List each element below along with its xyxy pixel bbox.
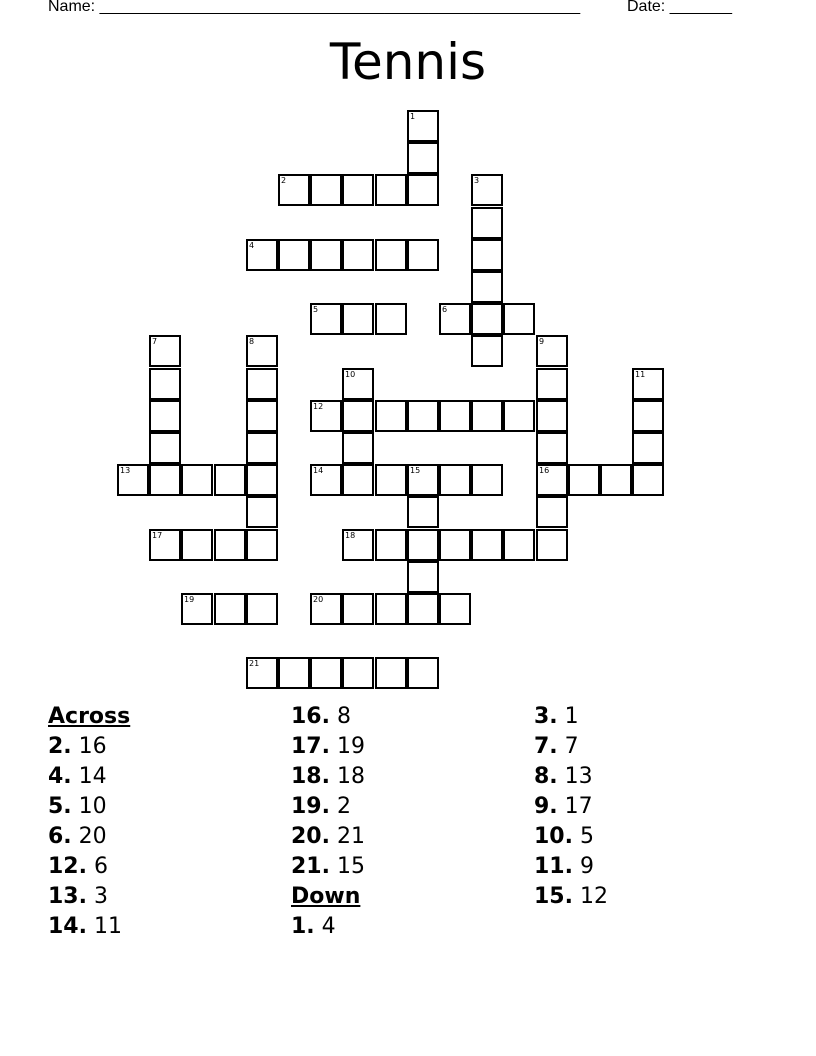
clue-number: 12.	[48, 854, 87, 879]
clue-number: 2.	[48, 734, 72, 759]
clue-item	[48, 852, 130, 882]
grid-cell[interactable]	[536, 529, 568, 561]
cell-number: 20	[313, 595, 324, 604]
name-label: Name:	[48, 0, 96, 15]
cell-number: 17	[152, 531, 163, 540]
clue-number: 19.	[291, 794, 330, 819]
clue-heading	[48, 702, 130, 732]
cell-number: 16	[539, 466, 550, 475]
cell-number: 13	[120, 466, 131, 475]
clue-text: 17	[557, 794, 593, 819]
grid-cell[interactable]	[214, 464, 246, 496]
cell-number: 12	[313, 402, 324, 411]
grid-cell[interactable]	[407, 529, 439, 561]
grid-cell[interactable]	[503, 529, 535, 561]
grid-cell[interactable]	[342, 303, 374, 335]
grid-cell[interactable]	[181, 529, 213, 561]
clue-item	[48, 912, 130, 942]
grid-cell[interactable]	[375, 174, 407, 206]
grid-cell[interactable]	[471, 464, 503, 496]
grid-cell[interactable]	[310, 400, 342, 432]
clue-item	[534, 852, 608, 882]
grid-cell[interactable]	[149, 529, 181, 561]
grid-cell[interactable]	[471, 529, 503, 561]
grid-cell[interactable]	[439, 593, 471, 625]
cell-number: 10	[345, 370, 356, 379]
cell-number: 11	[635, 370, 646, 379]
clue-text: 16	[71, 734, 107, 759]
grid-cell[interactable]	[536, 464, 568, 496]
grid-cell[interactable]	[471, 174, 503, 206]
clue-number: 11.	[534, 854, 573, 879]
grid-cell[interactable]	[117, 464, 149, 496]
grid-cell[interactable]	[471, 271, 503, 303]
clue-column-1	[48, 702, 130, 942]
clue-item	[534, 702, 608, 732]
grid-cell[interactable]	[149, 432, 181, 464]
clue-text: 4	[314, 914, 336, 939]
clue-text: 9	[572, 854, 594, 879]
cell-number: 19	[184, 595, 195, 604]
grid-cell[interactable]	[375, 239, 407, 271]
grid-cell[interactable]	[181, 593, 213, 625]
clue-item	[291, 822, 365, 852]
grid-cell[interactable]	[149, 400, 181, 432]
clue-number: 21.	[291, 854, 330, 879]
grid-cell[interactable]	[375, 593, 407, 625]
grid-cell[interactable]	[278, 657, 310, 689]
cell-number: 21	[249, 659, 260, 668]
grid-cell[interactable]	[278, 239, 310, 271]
grid-cell[interactable]	[407, 239, 439, 271]
clue-number: 13.	[48, 884, 87, 909]
grid-cell[interactable]	[407, 464, 439, 496]
grid-cell[interactable]	[342, 529, 374, 561]
grid-cell[interactable]	[214, 529, 246, 561]
grid-cell[interactable]	[246, 335, 278, 367]
grid-cell[interactable]	[471, 207, 503, 239]
grid-cell[interactable]	[375, 303, 407, 335]
clue-text: 12	[572, 884, 608, 909]
grid-cell[interactable]	[407, 400, 439, 432]
clue-item	[534, 792, 608, 822]
grid-cell[interactable]	[342, 174, 374, 206]
date-blank[interactable]: _______	[669, 0, 732, 15]
clue-item	[48, 762, 130, 792]
clue-text: 11	[86, 914, 122, 939]
clue-text: 18	[329, 764, 365, 789]
clue-number: 8.	[534, 764, 558, 789]
clue-column-2	[291, 702, 365, 942]
grid-cell[interactable]	[536, 368, 568, 400]
grid-cell[interactable]	[471, 303, 503, 335]
cell-number: 3	[474, 176, 480, 185]
grid-cell[interactable]	[536, 400, 568, 432]
grid-cell[interactable]	[536, 432, 568, 464]
grid-cell[interactable]	[181, 464, 213, 496]
grid-cell[interactable]	[278, 174, 310, 206]
clue-text: 8	[329, 704, 351, 729]
clue-heading-text: Across	[48, 704, 131, 729]
cell-number: 4	[249, 241, 255, 250]
clue-number: 4.	[48, 764, 72, 789]
clue-number: 9.	[534, 794, 558, 819]
grid-cell[interactable]	[407, 174, 439, 206]
grid-cell[interactable]	[407, 110, 439, 142]
cell-number: 2	[281, 176, 287, 185]
cell-number: 9	[539, 337, 545, 346]
grid-cell[interactable]	[407, 561, 439, 593]
clue-number: 6.	[48, 824, 72, 849]
clue-number: 5.	[48, 794, 72, 819]
grid-cell[interactable]	[375, 657, 407, 689]
grid-cell[interactable]	[536, 496, 568, 528]
clue-text: 3	[86, 884, 108, 909]
grid-cell[interactable]	[407, 657, 439, 689]
clue-number: 16.	[291, 704, 330, 729]
grid-cell[interactable]	[342, 239, 374, 271]
grid-cell[interactable]	[310, 174, 342, 206]
clue-item	[48, 822, 130, 852]
grid-cell[interactable]	[407, 593, 439, 625]
cell-number: 1	[410, 112, 416, 121]
grid-cell[interactable]	[375, 400, 407, 432]
grid-cell[interactable]	[375, 529, 407, 561]
clue-text: 2	[329, 794, 351, 819]
grid-cell[interactable]	[310, 464, 342, 496]
grid-cell[interactable]	[246, 529, 278, 561]
clue-number: 18.	[291, 764, 330, 789]
grid-cell[interactable]	[149, 464, 181, 496]
grid-cell[interactable]	[439, 529, 471, 561]
grid-cell[interactable]	[503, 400, 535, 432]
grid-cell[interactable]	[214, 593, 246, 625]
clue-heading	[291, 882, 365, 912]
name-blank[interactable]: ______________________________________________________	[99, 0, 581, 15]
clue-column-3	[534, 702, 608, 912]
clue-number: 14.	[48, 914, 87, 939]
clue-text: 19	[329, 734, 365, 759]
clue-number: 3.	[534, 704, 558, 729]
cell-number: 7	[152, 337, 158, 346]
grid-cell[interactable]	[632, 464, 664, 496]
clue-text: 14	[71, 764, 107, 789]
clue-number: 15.	[534, 884, 573, 909]
grid-cell[interactable]	[632, 432, 664, 464]
grid-cell[interactable]	[471, 400, 503, 432]
clue-text: 6	[86, 854, 108, 879]
grid-cell[interactable]	[310, 593, 342, 625]
grid-cell[interactable]	[246, 657, 278, 689]
grid-cell[interactable]	[471, 335, 503, 367]
clue-item	[48, 732, 130, 762]
grid-cell[interactable]	[149, 368, 181, 400]
grid-cell[interactable]	[407, 142, 439, 174]
cell-number: 8	[249, 337, 255, 346]
clue-item	[291, 912, 365, 942]
clue-number: 7.	[534, 734, 558, 759]
grid-cell[interactable]	[342, 464, 374, 496]
cell-number: 14	[313, 466, 324, 475]
clue-item	[534, 882, 608, 912]
clue-text: 21	[329, 824, 365, 849]
clue-item	[291, 792, 365, 822]
date-label: Date:	[627, 0, 666, 15]
grid-cell[interactable]	[439, 303, 471, 335]
clue-text: 20	[71, 824, 107, 849]
clue-number: 10.	[534, 824, 573, 849]
grid-cell[interactable]	[246, 593, 278, 625]
grid-cell[interactable]	[568, 464, 600, 496]
grid-cell[interactable]	[310, 239, 342, 271]
grid-cell[interactable]	[310, 657, 342, 689]
grid-cell[interactable]	[246, 464, 278, 496]
clue-heading-text: Down	[291, 884, 361, 909]
clue-item	[291, 762, 365, 792]
clue-item	[291, 852, 365, 882]
grid-cell[interactable]	[246, 368, 278, 400]
clue-text: 13	[557, 764, 593, 789]
grid-cell[interactable]	[342, 657, 374, 689]
cell-number: 15	[410, 466, 421, 475]
clue-item	[534, 822, 608, 852]
clue-item	[534, 732, 608, 762]
clue-text: 15	[329, 854, 365, 879]
clue-number: 20.	[291, 824, 330, 849]
grid-cell[interactable]	[503, 303, 535, 335]
grid-cell[interactable]	[342, 432, 374, 464]
grid-cell[interactable]	[600, 464, 632, 496]
clue-text: 10	[71, 794, 107, 819]
grid-cell[interactable]	[632, 400, 664, 432]
clue-item	[291, 702, 365, 732]
grid-cell[interactable]	[439, 464, 471, 496]
grid-cell[interactable]	[149, 335, 181, 367]
cell-number: 6	[442, 305, 448, 314]
grid-cell[interactable]	[246, 400, 278, 432]
grid-cell[interactable]	[471, 239, 503, 271]
clue-text: 5	[572, 824, 594, 849]
grid-cell[interactable]	[407, 496, 439, 528]
grid-cell[interactable]	[246, 239, 278, 271]
grid-cell[interactable]	[632, 368, 664, 400]
clue-number: 17.	[291, 734, 330, 759]
clue-text: 7	[557, 734, 579, 759]
clue-item	[534, 762, 608, 792]
clue-text: 1	[557, 704, 579, 729]
clue-item	[48, 882, 130, 912]
grid-cell[interactable]	[439, 400, 471, 432]
clue-item	[291, 732, 365, 762]
clue-item	[48, 792, 130, 822]
puzzle-title: Tennis	[329, 33, 487, 91]
grid-cell[interactable]	[342, 400, 374, 432]
cell-number: 5	[313, 305, 319, 314]
clue-number: 1.	[291, 914, 315, 939]
grid-cell[interactable]	[246, 496, 278, 528]
grid-cell[interactable]	[342, 368, 374, 400]
grid-cell[interactable]	[375, 464, 407, 496]
grid-cell[interactable]	[536, 335, 568, 367]
cell-number: 18	[345, 531, 356, 540]
grid-cell[interactable]	[310, 303, 342, 335]
grid-cell[interactable]	[342, 593, 374, 625]
grid-cell[interactable]	[246, 432, 278, 464]
